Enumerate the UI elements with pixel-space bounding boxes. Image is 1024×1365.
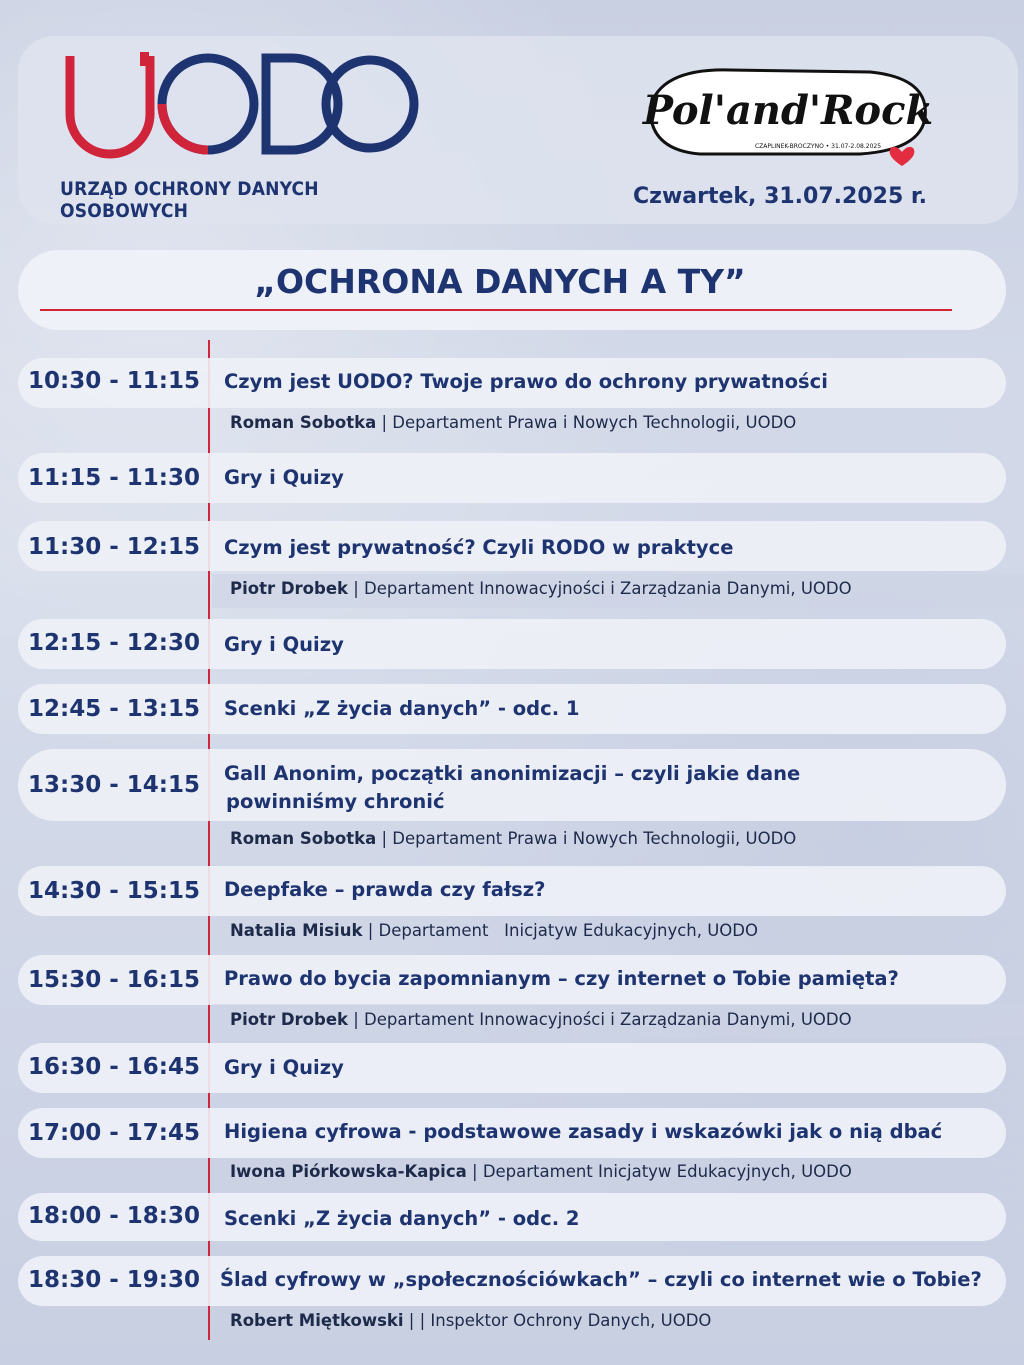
schedule-title: Gry i Quizy xyxy=(224,1056,344,1079)
uodo-logo-u xyxy=(70,56,150,154)
schedule-speaker xyxy=(230,1010,852,1029)
uodo-subtitle: URZĄD OCHRONY DANYCH OSOBOWYCH xyxy=(60,178,319,222)
schedule-time: 13:30 - 14:15 xyxy=(28,772,200,798)
schedule-time: 15:30 - 16:15 xyxy=(28,967,200,993)
schedule-time: 17:00 - 17:45 xyxy=(28,1120,200,1146)
speaker-name: Roman Sobotka xyxy=(230,413,377,432)
schedule-time: 16:30 - 16:45 xyxy=(28,1054,200,1080)
polandrock-logo-subtext: CZAPLINEK-BROCZYNO • 31.07-2.08.2025 xyxy=(754,143,882,150)
schedule-speaker xyxy=(230,579,852,598)
schedule-speaker xyxy=(230,829,796,848)
schedule-title: Gry i Quizy xyxy=(224,633,344,656)
schedule-title: Prawo do bycia zapomnianym – czy internet o Tobie pamięta? xyxy=(224,967,899,990)
speaker-name: Natalia Misiuk xyxy=(230,921,363,940)
schedule-title: Scenki „Z życia danych” - odc. 1 xyxy=(224,697,580,720)
schedule-speaker xyxy=(230,1162,852,1181)
schedule-speaker xyxy=(230,1311,711,1330)
speaker-department: | Departament Inicjatyw Edukacyjnych, UODO xyxy=(367,921,758,940)
schedule-time: 11:30 - 12:15 xyxy=(28,534,200,560)
schedule-title: Czym jest UODO? Twoje prawo do ochrony prywatności xyxy=(224,370,828,393)
polandrock-logo xyxy=(640,58,940,178)
speaker-name: Iwona Piórkowska-Kapica xyxy=(230,1162,467,1181)
schedule-time: 12:45 - 13:15 xyxy=(28,696,200,722)
schedule-speaker xyxy=(230,413,796,432)
speaker-department: | Departament Prawa i Nowych Technologii, UODO xyxy=(381,413,797,432)
speaker-name: Roman Sobotka xyxy=(230,829,377,848)
heart-icon xyxy=(890,147,915,166)
speaker-department: | Departament Innowacyjności i Zarządzania Danymi, UODO xyxy=(353,579,852,598)
schedule-time: 14:30 - 15:15 xyxy=(28,878,200,904)
schedule-title: Scenki „Z życia danych” - odc. 2 xyxy=(224,1207,580,1230)
speaker-department: | Departament Inicjatyw Edukacyjnych, UODO xyxy=(472,1162,852,1181)
title-underline xyxy=(40,309,952,311)
schedule-speaker xyxy=(230,921,758,940)
schedule-title: Deepfake – prawda czy fałsz? xyxy=(224,878,546,901)
page-title: „OCHRONA DANYCH A TY” xyxy=(254,262,746,301)
schedule-title: Higiena cyfrowa - podstawowe zasady i wskazówki jak o nią dbać xyxy=(224,1120,943,1143)
uodo-logo xyxy=(60,52,420,164)
schedule-title: Gry i Quizy xyxy=(224,466,344,489)
speaker-name: Piotr Drobek xyxy=(230,579,348,598)
schedule-title: Gall Anonim, początki anonimizacji – czyli jakie dane xyxy=(224,762,801,785)
speaker-department: | | Inspektor Ochrony Danych, UODO xyxy=(408,1311,712,1330)
speaker-name: Robert Miętkowski xyxy=(230,1311,404,1330)
event-date: Czwartek, 31.07.2025 r. xyxy=(633,184,927,209)
polandrock-logo-text: Pol'and'Rock xyxy=(642,87,934,134)
schedule-time: 11:15 - 11:30 xyxy=(28,465,200,491)
schedule-time: 18:00 - 18:30 xyxy=(28,1203,200,1229)
uodo-logo-tick xyxy=(140,52,149,66)
speaker-name: Piotr Drobek xyxy=(230,1010,348,1029)
speaker-department: | Departament Innowacyjności i Zarządzania Danymi, UODO xyxy=(353,1010,852,1029)
schedule-title: Ślad cyfrowy w „społecznościówkach” – czyli co internet wie o Tobie? xyxy=(220,1268,982,1291)
speaker-department: | Departament Prawa i Nowych Technologii, UODO xyxy=(381,829,797,848)
schedule-time: 18:30 - 19:30 xyxy=(28,1267,200,1293)
schedule-time: 12:15 - 12:30 xyxy=(28,630,200,656)
schedule-title-line2: powinniśmy chronić xyxy=(226,790,445,813)
schedule-title: Czym jest prywatność? Czyli RODO w praktyce xyxy=(224,536,734,559)
schedule-time: 10:30 - 11:15 xyxy=(28,368,200,394)
